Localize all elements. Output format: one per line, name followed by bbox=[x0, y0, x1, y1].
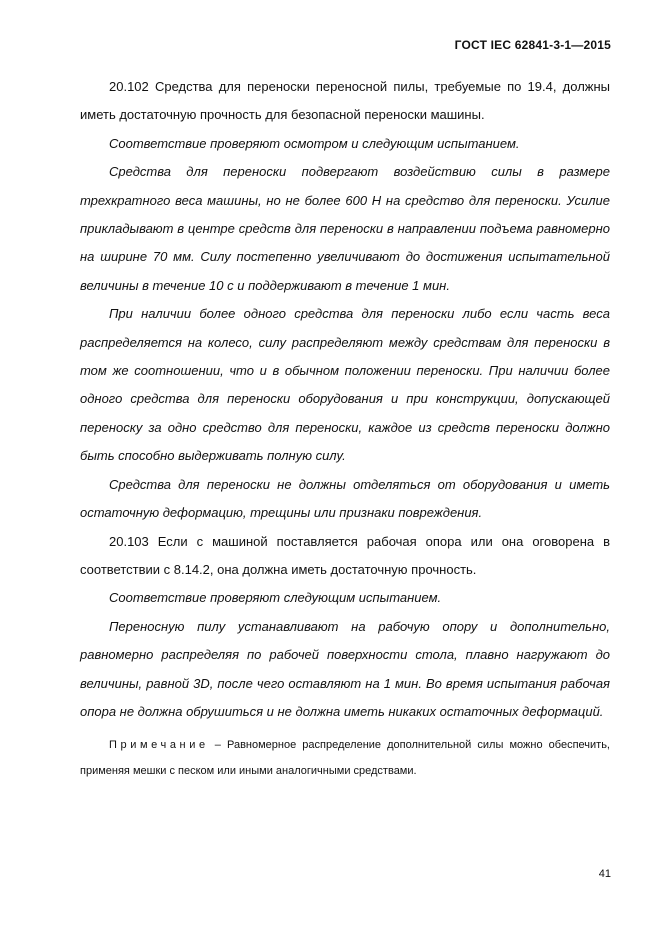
test-procedure-paragraph: Переносную пилу устанавливают на рабочую опору и дополнительно, равномерно распределяя по рабочей поверхности стола, плавно нагружают до величины, равной 3D, после чего оставляют на 1 мин. Во время испытания рабочая опора не должна обрушиться и не должна иметь никаких остаточных деформаций. bbox=[80, 618, 610, 719]
compliance-statement: Соответствие проверяют осмотром и следующим испытанием. bbox=[109, 135, 520, 151]
compliance-statement: Соответствие проверяют следующим испытанием. bbox=[109, 590, 442, 606]
note-lead: Примечание bbox=[109, 739, 209, 752]
test-procedure-paragraph: При наличии более одного средства для переноски либо если часть веса распределяется на колесо, силу распределяют между средствам для переноски в том же соотношении, что и в обычном положении переноски. При наличии более одного средства для переноски оборудования и при конструкции, допускающей переноску за одно средство для переноски, каждое из средств переноски должно быть способно выдерживать полную силу. bbox=[80, 306, 610, 464]
note bbox=[80, 732, 610, 784]
document-header: ГОСТ IEC 62841-3-1—2015 bbox=[454, 38, 611, 52]
clause-20-102: 20.102 Средства для переноски переносной пилы, требуемые по 19.4, должны иметь достаточную прочность для безопасной переноски машины. bbox=[80, 79, 610, 123]
clause-20-103: 20.103 Если с машиной поставляется рабочая опора или она оговорена в соответствии с 8.14.2, она должна иметь достаточную прочность. bbox=[80, 533, 610, 577]
test-procedure-paragraph: Средства для переноски подвергают воздействию силы в размере трехкратного веса машины, но не более 600 Н на средство для переноски. Усилие прикладывают в центре средств для переноски в направлении подъема равномерно на ширине 70 мм. Силу постепенно увеличивают до достижения испытательной величины в течение 10 с и поддерживают в течение 1 мин. bbox=[80, 164, 610, 293]
test-criteria-paragraph: Средства для переноски не должны отделяться от оборудования и иметь остаточную деформацию, трещины или признаки повреждения. bbox=[80, 476, 610, 521]
document-body bbox=[80, 73, 610, 795]
note-text: – Равномерное распределение дополнительной силы можно обеспечить, применяя мешки с песком или иными аналогичными средствами. bbox=[80, 739, 610, 778]
page-number: 41 bbox=[598, 868, 611, 880]
